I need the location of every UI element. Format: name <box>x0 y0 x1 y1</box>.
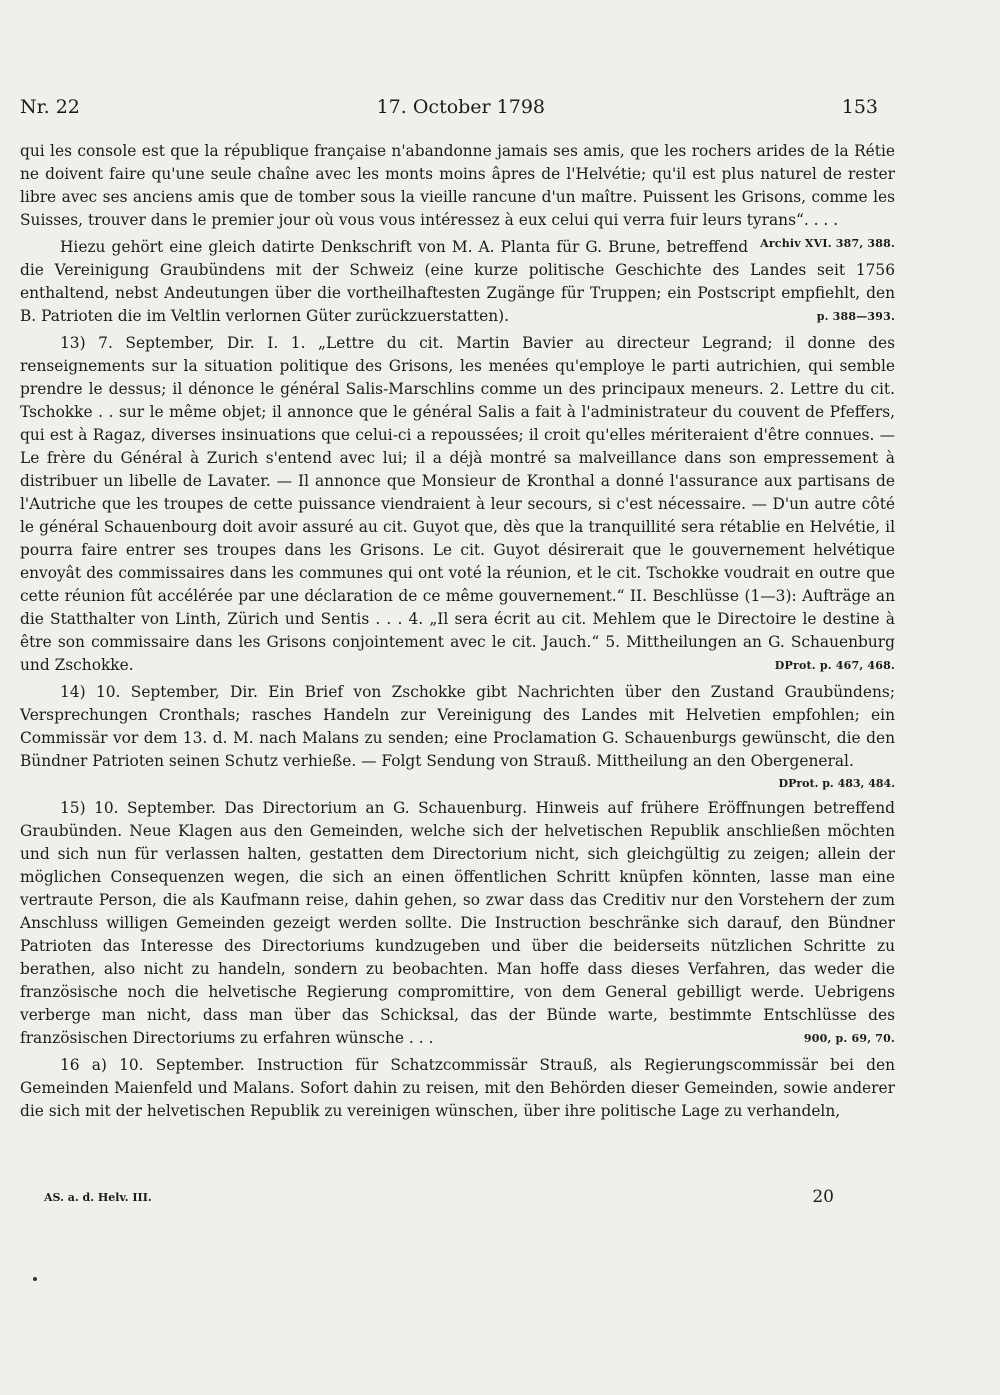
paragraph: qui les console est que la république française n'abandonne jamais ses amis, que les rochers arides de la Rétie ne doivent faire qu'une seule chaîne avec les monts moins âpres de l'Helvétie; qu'il est plus naturel de rester libre avec ses anciens amis que de tomber sous la vieille rancune d'un maître. Puissent les Grisons, comme les Suisses, trouver dans le premier jour où vous vous intéressez à eux celui qui verra fuir leurs tyrans“. . . . Archiv XVI. 387, 388. <box>20 140 895 232</box>
citation: DProt. p. 483, 484. <box>778 777 895 790</box>
page-number: 153 <box>841 96 878 118</box>
paragraph: 16 a) 10. September. Instruction für Schatzcommissär Strauß, als Regierungscommissär bei den Gemeinden Maienfeld und Malans. Sofort dahin zu reisen, mit den Behörden dieser Gemeinden, sowie anderer die sich mit der helvetischen Republik zu vereinigen wünschen, über ihre politische Lage zu verhandeln, <box>20 1056 895 1120</box>
paragraph: 14) 10. September, Dir. Ein Brief von Zschokke gibt Nachrichten über den Zustand Graubündens; Versprechungen Cronthals; rasches Handeln zur Vereinigung des Landes mit Helvetien empfohlen; ein Commissär vor dem 13. d. M. nach Malans zu senden; eine Proclamation G. Schauenburgs gewünscht, die den Bündner Patrioten seinen Schutz verhieße. — Folgt Sendung von Strauß. Mittheilung an den Obergeneral. <box>20 683 895 770</box>
citation: Archiv XVI. 387, 388. <box>760 237 895 250</box>
paragraph: 13) 7. September, Dir. I. 1. „Lettre du cit. Martin Bavier au directeur Legrand; il donne des renseignements sur la situation politique des Grisons, les menées qu'employe le parti autrichien, qui semble prendre le dessus; il dénonce le général Salis-Marschlins comme un des principaux meneurs. 2. Lettre du cit. Tschokke . . sur le même objet; il annonce que le général Salis a fait à l'administrateur du couvent de Pfeffers, qui est à Ragaz, diverses insinuations que celui-ci a repoussées; il croit qu'elles mériteraient d'être connues. — Le frère du Général à Zurich s'entend avec lui; il a déjà montré sa malveillance dans son empressement à distribuer un libelle de Lavater. — Il annonce que Monsieur de Kronthal a donné l'assurance aux partisans de l'Autriche que les troupes de cette puissance viendraient à leur secours, si c'est nécessaire. — D'un autre côté le général Schauenbourg doit avoir assuré au cit. Guyot que, dès que la tranquillité sera rétablie en Helvétie, il pourra faire entrer ses troupes dans les Grisons. Le cit. Guyot désirerait que le gouvernement helvétique envoyât des commissaires dans les communes qui ont voté la réunion, et le cit. Tschokke voudrait en outre que cette réunion fût accélérée par une déclaration de ce même gouvernement.“ II. Beschlüsse (1—3): Aufträge an die Statthalter von Linth, Zürich und Sentis . . . 4. „Il sera écrit au cit. Mehlem que le Directoire le destine à être son commissaire dans les Grisons conjointement avec le cit. Jauch.“ 5. Mittheilungen an G. Schauenburg und Zschokke. DProt. p. 467, 468. <box>20 332 895 677</box>
document-date: 17. October 1798 <box>376 96 546 118</box>
page-header <box>20 96 878 118</box>
citation: 900, p. 69, 70. <box>803 1032 895 1045</box>
ink-spot <box>33 1277 37 1281</box>
sheet-number: 20 <box>812 1187 834 1207</box>
paragraph: 15) 10. September. Das Directorium an G. Schauenburg. Hinweis auf frühere Eröffnungen betreffend Graubünden. Neue Klagen aus den Gemeinden, welche sich der helvetischen Republik anschließen möchten und sich nun für verlassen halten, gestatten dem Directorium nicht, sich gleichgültig zu zeigen; allein der möglichen Consequenzen wegen, die sich an einen öffentlichen Schritt knüpfen könnten, lasse man eine vertraute Person, die als Kaufmann reise, dahin gehen, so zwar dass das Creditiv nur den Vorstehern der zum Anschluss willigen Gemeinden gezeigt werden sollte. Die Instruction beschränke sich darauf, den Bündner Patrioten das Interesse des Directoriums kundzugeben und über die beiderseits nützlichen Schritte zu berathen, also nicht zu handeln, sondern zu beobachten. Man hoffe dass dieses Verfahren, das weder die französische noch die helvetische Regierung compromittire, von dem General gebilligt werde. Uebrigens verberge man nicht, dass man über das Schicksal, das der Bünde warte, bestimmte Entschlüsse des französischen Directoriums zu erfahren wünsche . . . 900, p. 69, 70. <box>20 797 895 1050</box>
page-body <box>20 140 895 1127</box>
citation: DProt. p. 467, 468. <box>774 659 895 672</box>
paragraph: Hiezu gehört eine gleich datirte Denkschrift von M. A. Planta für G. Brune, betreffend die Vereinigung Graubündens mit der Schweiz (eine kurze politische Geschichte des Landes seit 1756 enthaltend, nebst Andeutungen über die vortheilhaftesten Zugänge für Truppen; ein Postscript empfiehlt, den B. Patrioten die im Veltlin verlornen Güter zurückzuerstatten). p. 388—393. <box>20 236 895 328</box>
citation: p. 388—393. <box>816 310 895 323</box>
page-footer <box>44 1187 834 1207</box>
printer-signature: AS. a. d. Helv. III. <box>44 1190 152 1204</box>
document-number: Nr. 22 <box>20 96 80 118</box>
